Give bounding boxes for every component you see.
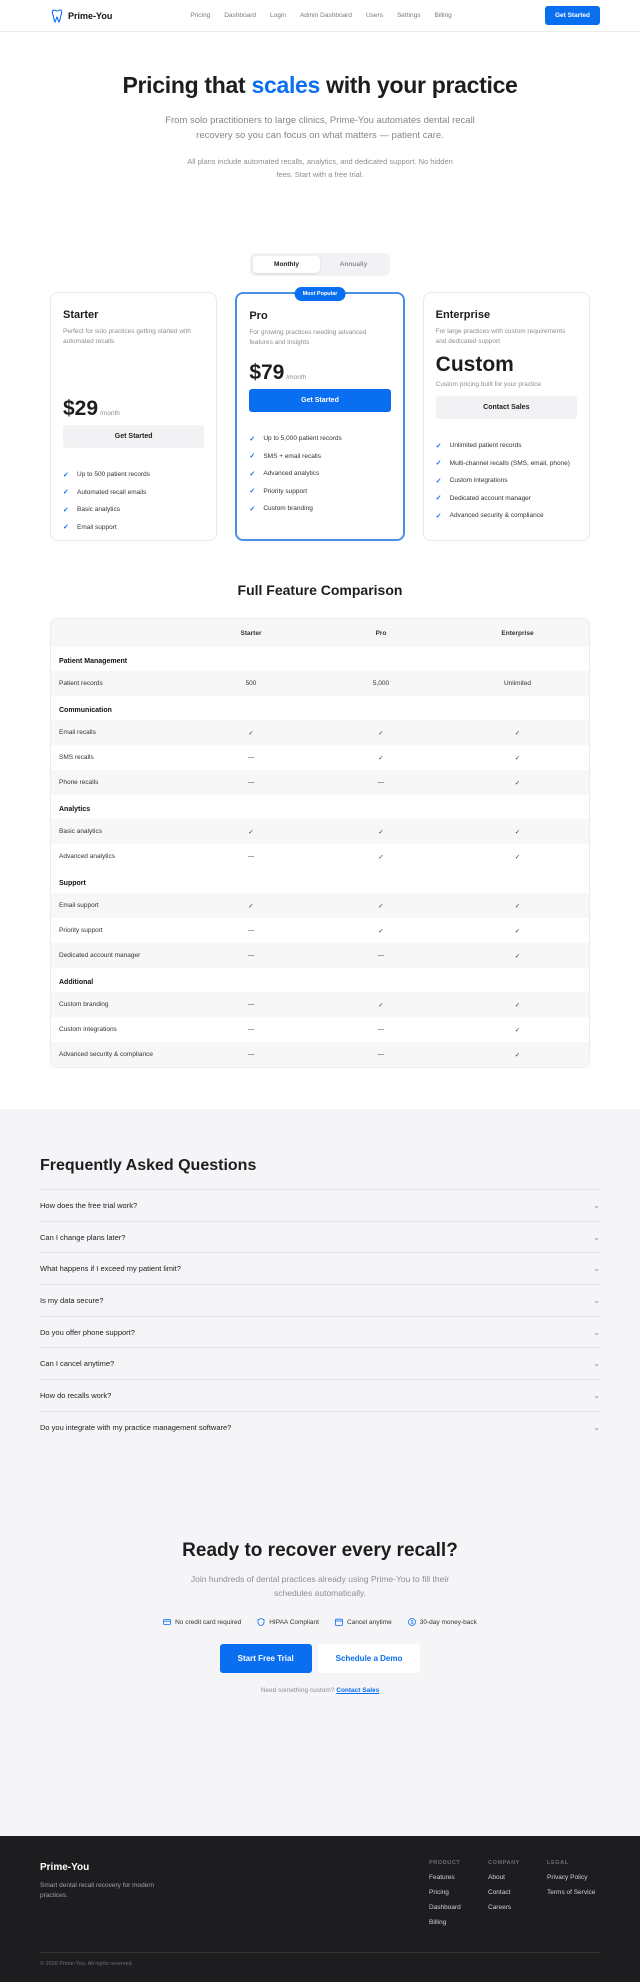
- feature-item: [249, 500, 390, 518]
- start-free-trial-button[interactable]: Start Free Trial: [220, 1644, 312, 1673]
- footer-link-privacy-policy[interactable]: Privacy Policy: [547, 1874, 588, 1881]
- feature-cell: Phone recalls: [59, 779, 99, 786]
- plan-description: For growing practices needing advanced features and insights: [249, 329, 367, 346]
- footer-link-terms[interactable]: Terms of Service: [547, 1889, 596, 1896]
- feature-item: [249, 430, 390, 448]
- feature-item: [436, 472, 577, 490]
- hero-title-accent: scales: [251, 72, 321, 98]
- footer-link-contact[interactable]: Contact: [488, 1889, 511, 1896]
- feature-item: [436, 437, 577, 455]
- plans: [0, 292, 640, 541]
- footer-column-title: COMPANY: [488, 1860, 520, 1866]
- table-row: [51, 943, 589, 968]
- schedule-demo-button[interactable]: Schedule a Demo: [318, 1644, 421, 1673]
- pro-cell: ✓: [378, 754, 384, 762]
- pro-cell: —: [377, 1051, 385, 1058]
- shield-icon: [257, 1618, 265, 1626]
- hero-subtitle: From solo practitioners to large clinics, Prime-You automates dental recall recovery so you can focus on what matters — patient care.: [165, 115, 475, 141]
- faq-question: Do you integrate with my practice management software?: [40, 1422, 232, 1432]
- plan-card-pro: [235, 292, 404, 541]
- check-icon: ✓: [249, 435, 256, 443]
- footer-link-features[interactable]: Features: [429, 1874, 455, 1881]
- feature-item: [63, 484, 204, 502]
- enterprise-cell: ✓: [514, 754, 521, 762]
- column-header-enterprise: Enterprise: [501, 629, 534, 637]
- trust-label: HIPAA Compliant: [269, 1618, 319, 1626]
- chevron-down-icon: ⌄: [593, 1232, 600, 1242]
- nav-links: [190, 12, 451, 19]
- plan-period: /month: [286, 374, 307, 381]
- contact-sales-link[interactable]: Contact Sales: [336, 1687, 380, 1694]
- chevron-down-icon: ⌄: [593, 1390, 600, 1400]
- feature-cell: SMS recalls: [59, 754, 94, 761]
- footer: [0, 1836, 640, 1982]
- faq-question: How does the free trial work?: [40, 1200, 138, 1210]
- faq-item[interactable]: [40, 1284, 600, 1316]
- calendar-icon: [335, 1618, 343, 1626]
- footer-link-about[interactable]: About: [488, 1874, 505, 1881]
- feature-label: Dedicated account manager: [449, 494, 531, 502]
- feature-label: Advanced analytics: [263, 470, 320, 478]
- starter-cell: —: [247, 754, 255, 761]
- table-group-row: [51, 869, 589, 893]
- enterprise-cell: ✓: [514, 828, 521, 836]
- footer-link-pricing[interactable]: Pricing: [429, 1889, 449, 1896]
- faq-question: What happens if I exceed my patient limit?: [40, 1264, 181, 1274]
- plan-name: Enterprise: [435, 309, 491, 321]
- pro-cell: —: [377, 1026, 385, 1033]
- table-group-row: [51, 647, 589, 671]
- pro-cell: ✓: [378, 729, 384, 737]
- starter-cell: 500: [245, 680, 257, 687]
- hero-note: All plans include automated recalls, analytics, and dedicated support. No hidden fees. Start with a free trial.: [187, 157, 453, 179]
- pro-cell: ✓: [378, 853, 384, 861]
- comparison-table: [50, 618, 590, 1068]
- nav-link-admin-dashboard[interactable]: Admin Dashboard: [299, 12, 352, 19]
- dollar-icon: [408, 1618, 416, 1626]
- group-label: Analytics: [59, 805, 91, 813]
- table-row: [51, 720, 589, 745]
- table-row: [51, 992, 589, 1017]
- starter-cell: —: [247, 927, 255, 934]
- pro-cell: ✓: [378, 1001, 384, 1009]
- feature-label: Automated recall emails: [77, 488, 147, 496]
- footer-column-product: [429, 1860, 462, 1926]
- enterprise-cell: ✓: [514, 927, 521, 935]
- starter-cell: —: [247, 779, 255, 786]
- feature-list: [436, 437, 577, 525]
- feature-cell: Advanced security & compliance: [59, 1051, 153, 1058]
- footer-columns: [429, 1860, 600, 1926]
- check-icon: ✓: [63, 506, 69, 514]
- feature-cell: Custom branding: [59, 1001, 109, 1008]
- table-row: [51, 893, 589, 918]
- feature-item: [249, 483, 390, 501]
- plan-name: Pro: [249, 310, 268, 322]
- feature-cell: Priority support: [59, 927, 103, 934]
- cta-contact-line: [0, 1687, 640, 1694]
- faq-question: Can I cancel anytime?: [40, 1359, 115, 1369]
- table-group-row: [51, 968, 589, 992]
- tooth-icon: [52, 9, 62, 23]
- check-icon: ✓: [435, 495, 442, 503]
- group-label: Patient Management: [59, 657, 128, 665]
- toggle-monthly[interactable]: Monthly: [253, 256, 320, 273]
- footer-column-company: [488, 1860, 521, 1926]
- feature-item: [63, 519, 204, 537]
- starter-cell: ✓: [248, 902, 254, 910]
- plan-description: For large practices with custom requirements and dedicated support: [435, 328, 566, 345]
- check-icon: ✓: [63, 471, 69, 479]
- nav-link-login[interactable]: Login: [270, 12, 286, 19]
- faq-question: Is my data secure?: [40, 1295, 104, 1305]
- group-label: Support: [59, 879, 86, 887]
- hero-title: [0, 72, 640, 99]
- feature-label: Email support: [77, 523, 117, 531]
- nav-get-started-button[interactable]: Get Started: [545, 6, 600, 25]
- footer-link-careers[interactable]: Careers: [488, 1904, 512, 1911]
- table-row: [51, 671, 589, 696]
- check-icon: ✓: [249, 453, 256, 461]
- pro-cell: ✓: [378, 927, 384, 935]
- trust-label: No credit card required: [175, 1618, 242, 1626]
- contact-sales-button[interactable]: Contact Sales: [436, 396, 577, 419]
- enterprise-cell: ✓: [514, 853, 521, 861]
- check-icon: ✓: [435, 512, 442, 520]
- nav-link-billing[interactable]: Billing: [434, 12, 452, 19]
- feature-item: [249, 448, 390, 466]
- starter-cell: —: [247, 1026, 255, 1033]
- enterprise-cell: ✓: [514, 729, 521, 737]
- enterprise-cell: ✓: [514, 1026, 521, 1034]
- table-header-row: [51, 619, 589, 647]
- chevron-down-icon: ⌄: [593, 1295, 600, 1305]
- plan-card-starter: [50, 292, 217, 541]
- svg-text:$: $: [410, 1619, 414, 1626]
- plan-description: Perfect for solo practices getting started with automated recalls: [63, 328, 191, 345]
- trust-label: 30-day money-back: [419, 1618, 477, 1626]
- feature-cell: Patient records: [59, 680, 103, 687]
- faq-question: Do you offer phone support?: [40, 1327, 135, 1337]
- feature-label: Custom branding: [263, 505, 313, 513]
- pro-cell: —: [377, 952, 385, 959]
- plan-price: $29: [63, 397, 99, 420]
- starter-cell: ✓: [248, 828, 254, 836]
- footer-column-title: LEGAL: [547, 1860, 569, 1866]
- group-label: Communication: [59, 706, 112, 714]
- nav-link-pricing[interactable]: Pricing: [190, 12, 211, 19]
- check-icon: ✓: [63, 524, 69, 532]
- chevron-down-icon: ⌄: [593, 1264, 600, 1274]
- enterprise-cell: ✓: [514, 779, 521, 787]
- hero-title-start: Pricing that: [122, 72, 252, 98]
- footer-link-billing[interactable]: Billing: [429, 1919, 447, 1926]
- faq-item[interactable]: [40, 1347, 600, 1379]
- faq-list: [40, 1189, 600, 1443]
- feature-item: [436, 507, 577, 525]
- faq-question: How do recalls work?: [40, 1390, 112, 1400]
- feature-label: SMS + email recalls: [263, 452, 321, 460]
- toggle-annually[interactable]: Annually: [339, 261, 368, 268]
- faq-question: Can I change plans later?: [40, 1232, 126, 1242]
- feature-item: [63, 501, 204, 519]
- plan-price: $79: [249, 361, 285, 384]
- feature-label: Up to 5,000 patient records: [263, 435, 342, 443]
- feature-cell: Email support: [59, 902, 99, 909]
- feature-label: Priority support: [263, 487, 308, 495]
- billing-toggle: [250, 253, 390, 276]
- comparison-title: Full Feature Comparison: [237, 582, 403, 598]
- faq-item[interactable]: [40, 1316, 600, 1348]
- table-row: [51, 844, 589, 869]
- feature-item: [249, 465, 390, 483]
- footer-column-legal: [547, 1860, 600, 1926]
- top-nav: [0, 0, 640, 32]
- feature-list: [63, 466, 204, 536]
- trust-badges: [0, 1618, 640, 1626]
- plan-price-note: Custom pricing built for your practice: [435, 381, 542, 388]
- faq-title: Frequently Asked Questions: [40, 1157, 257, 1174]
- feature-cell: Custom integrations: [59, 1026, 117, 1033]
- faq-section: [0, 1109, 640, 1530]
- feature-label: Custom integrations: [449, 477, 508, 485]
- cta-title: Ready to recover every recall?: [182, 1540, 458, 1561]
- enterprise-cell: ✓: [514, 1001, 521, 1009]
- pro-get-started-button[interactable]: Get Started: [249, 389, 390, 412]
- chevron-down-icon: ⌄: [593, 1327, 600, 1337]
- chevron-down-icon: ⌄: [593, 1359, 600, 1369]
- hero-section: [0, 32, 640, 181]
- feature-cell: Advanced analytics: [59, 853, 116, 860]
- plan-name: Starter: [63, 309, 99, 321]
- starter-get-started-button[interactable]: Get Started: [63, 425, 204, 448]
- logo[interactable]: [52, 9, 112, 23]
- group-label: Additional: [59, 978, 94, 986]
- footer-brand: Prime-You: [40, 1862, 90, 1873]
- cta-subtitle: Join hundreds of dental practices already using Prime-You to fill their schedules automatically.: [190, 1574, 450, 1598]
- billing-toggle-wrap: [0, 253, 640, 276]
- feature-label: Advanced security & compliance: [449, 512, 544, 520]
- faq-item[interactable]: [40, 1379, 600, 1411]
- feature-item: [63, 466, 204, 484]
- check-icon: ✓: [435, 477, 442, 485]
- feature-item: [436, 490, 577, 508]
- trust-item: [257, 1618, 319, 1626]
- trust-item: [335, 1618, 392, 1626]
- check-icon: ✓: [435, 460, 442, 468]
- plan-period: /month: [100, 410, 120, 417]
- starter-cell: —: [247, 952, 255, 959]
- check-icon: ✓: [249, 470, 256, 478]
- chevron-down-icon: ⌄: [593, 1200, 600, 1210]
- table-row: [51, 1017, 589, 1042]
- cta-buttons: [0, 1644, 640, 1673]
- pro-cell: 5,000: [372, 680, 390, 687]
- table-row: [51, 918, 589, 943]
- table-row: [51, 819, 589, 844]
- pro-cell: ✓: [378, 828, 384, 836]
- table-group-row: [51, 696, 589, 720]
- plan-card-enterprise: [423, 292, 590, 541]
- feature-cell: Dedicated account manager: [59, 952, 141, 959]
- faq-item[interactable]: [40, 1411, 600, 1443]
- trust-item: [163, 1618, 241, 1626]
- trust-item: [408, 1618, 477, 1626]
- table-row: [51, 770, 589, 795]
- brand-name: Prime-You: [68, 10, 113, 21]
- nav-link-dashboard[interactable]: Dashboard: [224, 12, 257, 19]
- feature-cell: Email recalls: [59, 729, 96, 736]
- check-icon: ✓: [435, 442, 442, 450]
- feature-item: [436, 455, 577, 473]
- pro-cell: —: [377, 779, 385, 786]
- enterprise-cell: Unlimited: [503, 680, 532, 687]
- pro-cell: ✓: [378, 902, 384, 910]
- footer-link-dashboard[interactable]: Dashboard: [429, 1904, 461, 1911]
- column-header-pro: Pro: [375, 629, 387, 637]
- plan-price: Custom: [435, 353, 514, 376]
- trust-label: Cancel anytime: [346, 1618, 392, 1626]
- cta-contact-text: Need something custom?: [260, 1687, 337, 1694]
- hero-title-end: with your practice: [320, 72, 518, 98]
- plan-price-row: [249, 361, 390, 385]
- most-popular-badge: Most Popular: [295, 287, 346, 301]
- feature-label: Unlimited patient records: [449, 442, 522, 450]
- feature-list: [249, 430, 390, 518]
- chevron-down-icon: ⌄: [593, 1422, 600, 1432]
- cta-section: [0, 1530, 640, 1836]
- nav-link-users[interactable]: Users: [365, 12, 383, 19]
- faq-item[interactable]: [40, 1189, 600, 1221]
- table-row: [51, 1042, 589, 1067]
- feature-label: Up to 500 patient records: [77, 471, 150, 479]
- starter-cell: ✓: [248, 729, 254, 737]
- feature-label: Basic analytics: [77, 506, 120, 514]
- table-row: [51, 745, 589, 770]
- table-group-row: [51, 795, 589, 819]
- feature-cell: Basic analytics: [59, 828, 102, 835]
- starter-cell: —: [247, 853, 255, 860]
- enterprise-cell: ✓: [514, 952, 521, 960]
- column-header-starter: Starter: [240, 629, 262, 637]
- footer-tagline: Smart dental recall recovery for modern practices.: [40, 1882, 155, 1899]
- starter-cell: —: [247, 1051, 255, 1058]
- plan-price-row: [63, 397, 204, 421]
- enterprise-cell: ✓: [514, 902, 521, 910]
- nav-link-settings[interactable]: Settings: [396, 12, 421, 19]
- enterprise-cell: ✓: [514, 1051, 521, 1059]
- starter-cell: —: [247, 1001, 255, 1008]
- faq-item[interactable]: [40, 1252, 600, 1284]
- feature-label: Multi-channel recalls (SMS, email, phone): [449, 459, 570, 467]
- footer-column-title: PRODUCT: [429, 1860, 461, 1866]
- copyright: © 2026 Prime-You. All rights reserved.: [40, 1952, 600, 1967]
- check-icon: ✓: [249, 505, 256, 513]
- check-icon: ✓: [249, 488, 256, 496]
- faq-item[interactable]: [40, 1221, 600, 1253]
- check-icon: ✓: [63, 489, 69, 497]
- credit-card-icon: [163, 1618, 171, 1626]
